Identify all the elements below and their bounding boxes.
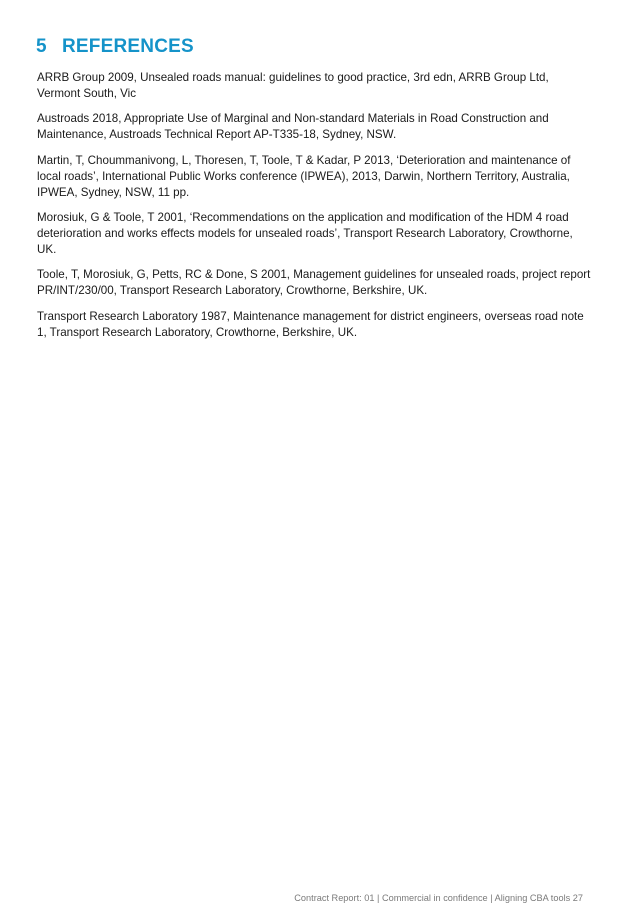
reference-list	[37, 70, 593, 350]
section-heading	[36, 36, 194, 58]
reference-item: Transport Research Laboratory 1987, Maintenance management for district engineers, overseas road note 1, Transport Research Laboratory, Crowthorne, Berkshire, UK.	[37, 309, 584, 339]
section-title: REFERENCES	[62, 36, 194, 57]
page-footer: Contract Report: 01 | Commercial in confidence | Aligning CBA tools 27	[294, 893, 583, 903]
section-number: 5	[36, 36, 47, 57]
reference-item: Austroads 2018, Appropriate Use of Marginal and Non-standard Materials in Road Construction and Maintenance, Austroads Technical Report AP-T335-18, Sydney, NSW.	[37, 112, 549, 142]
reference-item: Toole, T, Morosiuk, G, Petts, RC & Done, S 2001, Management guidelines for unsealed roads, project report PR/INT/230/00, Transport Research Laboratory, Crowthorne, Berkshire, UK.	[37, 268, 591, 298]
reference-item: ARRB Group 2009, Unsealed roads manual: guidelines to good practice, 3rd edn, ARRB Group Ltd, Vermont South, Vic	[37, 71, 549, 100]
reference-item: Morosiuk, G & Toole, T 2001, ‘Recommendations on the application and modification of the HDM 4 road deterioration and works effects models for unsealed roads’, Transport Research Laboratory, Crowthorne, UK.	[37, 211, 573, 256]
reference-item: Martin, T, Choummanivong, L, Thoresen, T, Toole, T & Kadar, P 2013, ‘Deterioration and maintenance of local roads’, International Public Works conference (IPWEA), 2013, Darwin, Northern Territory, Australia, IPWEA, Sydney, NSW, 11 pp.	[37, 153, 571, 199]
